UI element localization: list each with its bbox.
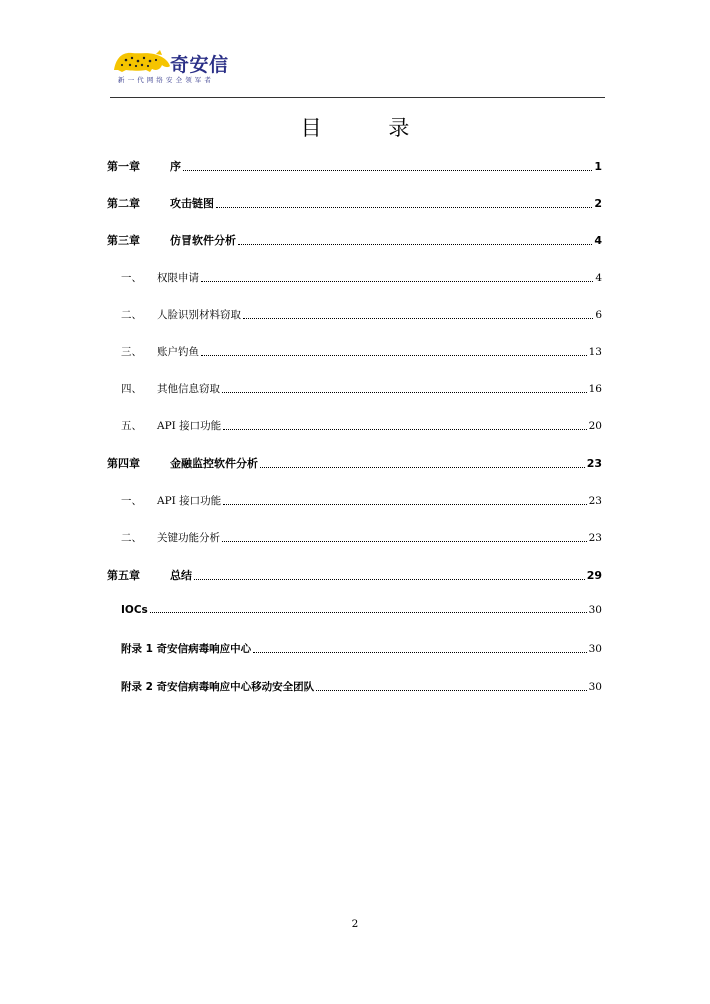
toc-entry-page: 13 — [588, 346, 602, 358]
toc-entry-number: 四、 — [121, 383, 142, 395]
page-header — [112, 44, 605, 96]
toc-entry-section[interactable] — [121, 418, 602, 433]
toc-entry-number: 三、 — [121, 346, 142, 358]
toc-leader-dots — [243, 318, 593, 319]
toc-leader-dots — [150, 612, 587, 613]
toc-entry-page: 4 — [594, 234, 602, 247]
toc-entry-label: 序 — [170, 160, 181, 173]
toc-entry-page: 1 — [594, 160, 602, 173]
toc-leader-dots — [238, 244, 592, 245]
toc-leader-dots — [201, 281, 593, 282]
toc-entry-page: 20 — [588, 420, 602, 432]
toc-leader-dots — [183, 170, 592, 171]
toc-entry-section[interactable] — [121, 493, 602, 508]
toc-entry-number: 五、 — [121, 420, 142, 432]
toc-entry-number: 一、 — [121, 272, 142, 284]
toc-entry-section[interactable] — [121, 381, 602, 396]
toc-entry-label: API 接口功能 — [157, 420, 222, 432]
toc-entry-number: 一、 — [121, 495, 142, 507]
toc-entry-number: 第一章 — [107, 160, 140, 173]
toc-entry-label: 关键功能分析 — [157, 532, 220, 544]
toc-entry-label: 附录 1 奇安信病毒响应中心 — [121, 643, 252, 655]
toc-title: 目 录 — [300, 116, 440, 140]
toc-leader-dots — [222, 392, 587, 393]
toc-entry-page: 16 — [588, 383, 602, 395]
toc-leader-dots — [223, 429, 586, 430]
toc-leader-dots — [222, 541, 587, 542]
toc-entry-page: 29 — [586, 569, 602, 582]
toc-leader-dots — [253, 652, 587, 653]
toc-entry-page: 6 — [595, 309, 602, 321]
toc-entry-label: 账户钓鱼 — [157, 346, 199, 358]
logo-slogan: 新一代网络安全领军者 — [118, 76, 214, 84]
toc-entry-label: 金融监控软件分析 — [170, 457, 258, 470]
toc-entry-number: 第五章 — [107, 569, 140, 582]
toc-leader-dots — [201, 355, 587, 356]
toc-leader-dots — [216, 207, 592, 208]
toc-entry-page: 30 — [588, 604, 602, 616]
leopard-logo-icon — [112, 48, 174, 74]
toc-leader-dots — [223, 504, 586, 505]
toc-entry-label: 攻击链图 — [170, 197, 214, 210]
toc-entry-page: 23 — [586, 457, 602, 470]
toc-entry-number: 第三章 — [107, 234, 140, 247]
toc-entry-page: 4 — [595, 272, 602, 284]
toc-entry-section[interactable] — [121, 270, 602, 285]
toc-entry-page: 30 — [588, 681, 602, 693]
toc-entry-page: 23 — [588, 495, 602, 507]
toc-leader-dots — [260, 467, 585, 468]
toc-entry-number: 二、 — [121, 532, 142, 544]
toc-entry-chapter[interactable] — [107, 232, 602, 248]
toc-entry-label: 人脸识别材料窃取 — [157, 309, 241, 321]
toc-entry-page: 30 — [588, 643, 602, 655]
toc-entry-label: 附录 2 奇安信病毒响应中心移动安全团队 — [121, 681, 315, 693]
toc-entry-number: 二、 — [121, 309, 142, 321]
toc-leader-dots — [316, 690, 587, 691]
toc-entry-label: 仿冒软件分析 — [170, 234, 236, 247]
toc-entry-label: API 接口功能 — [157, 495, 222, 507]
toc-entry-appendix[interactable] — [121, 641, 602, 656]
toc-entry-chapter[interactable] — [107, 158, 602, 174]
company-logo — [112, 44, 312, 90]
toc-entry-section[interactable] — [121, 530, 602, 545]
toc-entry-page: 2 — [594, 197, 602, 210]
toc-entry-label: IOCs — [121, 604, 148, 616]
toc-leader-dots — [194, 579, 585, 580]
toc-entry-label: 其他信息窃取 — [157, 383, 220, 395]
toc-entry-chapter[interactable] — [107, 195, 602, 211]
toc-entry-appendix[interactable] — [121, 679, 602, 694]
toc-entry-number: 第二章 — [107, 197, 140, 210]
toc-entry-section[interactable] — [121, 344, 602, 359]
toc-entry-chapter[interactable] — [107, 455, 602, 471]
page-number: 2 — [351, 918, 359, 930]
logo-name: 奇安信 — [170, 54, 229, 76]
toc-entry-section[interactable] — [121, 307, 602, 322]
toc-entry-page: 23 — [588, 532, 602, 544]
toc-entry-chapter[interactable] — [107, 567, 602, 583]
header-divider — [110, 97, 605, 98]
toc-entry-label: 权限申请 — [157, 272, 199, 284]
toc-entry-label: 总结 — [170, 569, 192, 582]
toc-entry-appendix[interactable] — [121, 604, 602, 616]
toc-entry-number: 第四章 — [107, 457, 140, 470]
